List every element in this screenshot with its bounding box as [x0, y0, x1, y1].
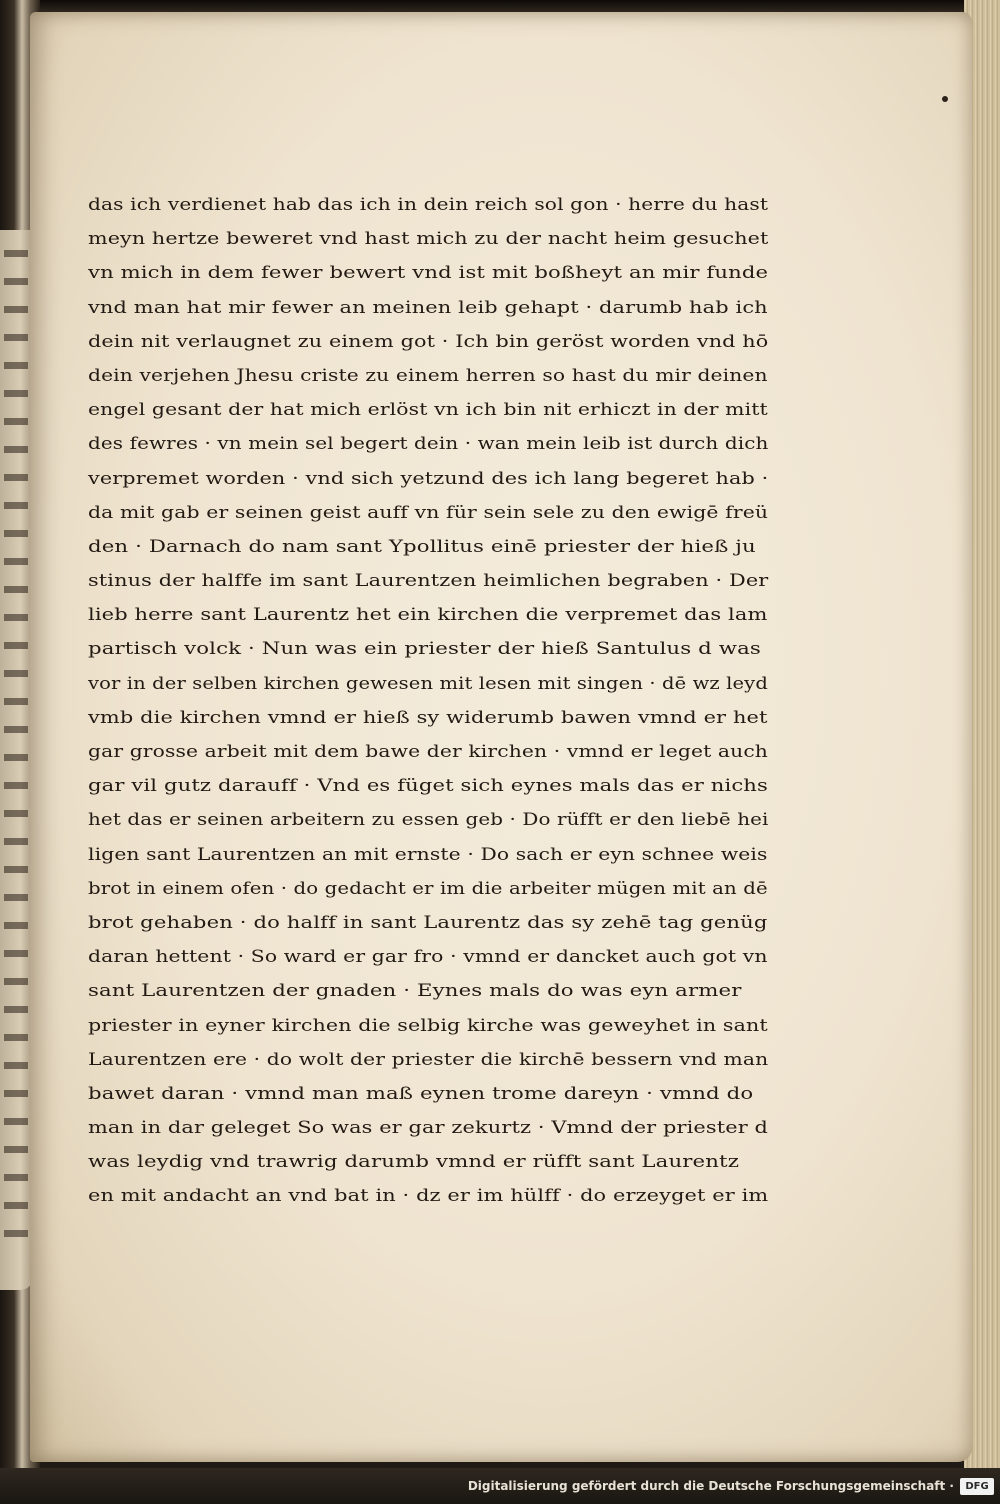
text-line: ligen sant Laurentzen an mit ernste · Do sach er eyn schnee weis [88, 844, 768, 865]
text-block [88, 188, 778, 1214]
text-line: das ich verdienet hab das ich in dein reich sol gon · herre du hast [88, 195, 769, 215]
text-line: vnd man hat mir fewer an meinen leib gehapt · darumb hab ich [88, 297, 768, 318]
text-line: den · Darnach do nam sant Ypollitus einē priester der hieß ju [88, 536, 756, 557]
manuscript-page [30, 12, 972, 1462]
text-line: bawet daran · vmnd man maß eynen trome dareyn · vmnd do [88, 1083, 754, 1104]
text-line: en mit andacht an vnd bat in · dz er im hülff · do erzeyget er im [88, 1186, 769, 1207]
text-line: des fewres · vn mein sel begert dein · wan mein leib ist durch dich [88, 434, 769, 455]
text-line: stinus der halffe im sant Laurentzen heimlichen begraben · Der [88, 571, 769, 592]
dfg-logo: DFG [960, 1478, 994, 1495]
text-line: vn mich in dem fewer bewert vnd ist mit boßheyt an mir funde [88, 263, 769, 284]
text-line: sant Laurentzen der gnaden · Eynes mals do was eyn armer [88, 981, 742, 1002]
text-line: brot gehaben · do halff in sant Laurentz das sy zehē tag genüg [88, 912, 768, 933]
text-line: verpremet worden · vnd sich yetzund des ich lang begeret hab · [88, 468, 769, 489]
text-line: het das er seinen arbeitern zu essen geb · Do rüfft er den liebē hei [88, 810, 769, 831]
text-line: vor in der selben kirchen gewesen mit lesen mit singen · dē wz leyd [88, 673, 768, 694]
text-line: dein nit verlaugnet zu einem got · Ich bin geröst worden vnd hō [88, 331, 769, 352]
footer [0, 1476, 1000, 1500]
text-line: brot in einem ofen · do gedacht er im die arbeiter mügen mit an dē [88, 878, 768, 899]
digitization-credit: Digitalisierung gefördert durch die Deutsche Forschungsgemeinschaft · [467, 1479, 954, 1493]
text-line: gar grosse arbeit mit dem bawe der kirchen · vmnd er leget auch [88, 742, 768, 762]
text-line: Laurentzen ere · do wolt der priester die kirchē bessern vnd man [88, 1049, 769, 1070]
text-line: engel gesant der hat mich erlöst vn ich bin nit erhiczt in der mitt [88, 400, 768, 421]
ink-dot [942, 96, 948, 102]
text-line: vmb die kirchen vmnd er hieß sy widerumb bawen vmnd er het [88, 707, 768, 728]
text-line: priester in eyner kirchen die selbig kirche was geweyhet in sant [88, 1015, 768, 1036]
text-line: man in dar geleget So was er gar zekurtz · Vmnd der priester d [88, 1118, 769, 1139]
text-line: was leydig vnd trawrig darumb vmnd er rüfft sant Laurentz [88, 1152, 740, 1173]
text-line: lieb herre sant Laurentz het ein kirchen die verpremet das lam [88, 605, 768, 626]
text-line: meyn hertze beweret vnd hast mich zu der nacht heim gesuchet [88, 229, 769, 250]
facing-page-fragment [0, 230, 34, 1290]
text-line: partisch volck · Nun was ein priester der hieß Santulus d was [88, 639, 761, 660]
text-line: dein verjehen Jhesu criste zu einem herren so hast du mir deinen [88, 365, 768, 386]
facing-page-text-fragment [4, 250, 28, 1250]
text-line: daran hettent · So ward er gar fro · vmnd er dancket auch got vn [88, 947, 768, 968]
text-line: da mit gab er seinen geist auff vn für sein sele zu den ewigē freü [88, 502, 769, 523]
text-line: gar vil gutz darauff · Vnd es füget sich eynes mals das er nichs [88, 776, 768, 797]
